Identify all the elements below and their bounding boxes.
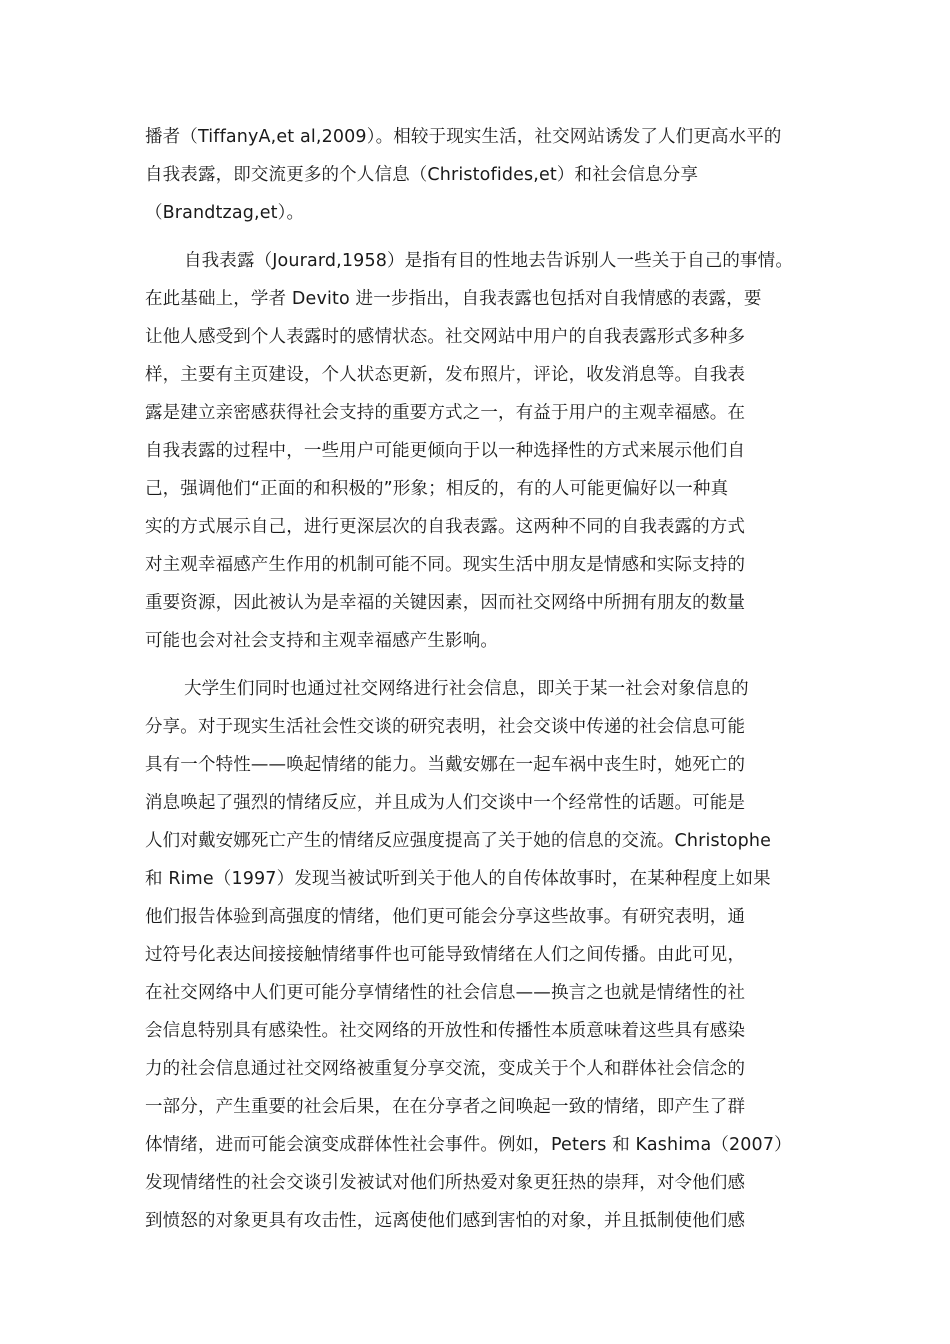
paragraph-3-line-12: 一部分，产生重要的社会后果，在在分享者之间唤起一致的情绪，即产生了群: [145, 1097, 746, 1117]
paragraph-1-line-3: （Brandtzag,et）。: [145, 203, 305, 223]
paragraph-3-line-13: 体情绪，进而可能会演变成群体性社会事件。例如，Peters 和 Kashima（2007）: [145, 1135, 792, 1155]
paragraph-2-line-2: 在此基础上，学者 Devito 进一步指出，自我表露也包括对自我情感的表露，要: [145, 289, 762, 309]
paragraph-2-line-5: 露是建立亲密感获得社会支持的重要方式之一，有益于用户的主观幸福感。在: [145, 403, 746, 423]
paragraph-3-line-7: 他们报告体验到高强度的情绪，他们更可能会分享这些故事。有研究表明，通: [145, 907, 746, 927]
paragraph-2-line-8: 实的方式展示自己，进行更深层次的自我表露。这两种不同的自我表露的方式: [145, 517, 746, 537]
paragraph-2-line-1: 自我表露（Jourard,1958）是指有目的性地去告诉别人一些关于自己的事情。: [184, 251, 793, 271]
paragraph-3-line-6: 和 Rime（1997）发现当被试听到关于他人的自传体故事时，在某种程度上如果: [145, 869, 771, 889]
paragraph-3-line-8: 过符号化表达间接接触情绪事件也可能导致情绪在人们之间传播。由此可见，: [145, 945, 746, 965]
paragraph-3-line-11: 力的社会信息通过社交网络被重复分享交流，变成关于个人和群体社会信念的: [145, 1059, 746, 1079]
paragraph-3-line-14: 发现情绪性的社会交谈引发被试对他们所热爱对象更狂热的崇拜，对令他们感: [145, 1173, 746, 1193]
paragraph-2-line-9: 对主观幸福感产生作用的机制可能不同。现实生活中朋友是情感和实际支持的: [145, 555, 746, 575]
paragraph-2-line-10: 重要资源，因此被认为是幸福的关键因素，因而社交网络中所拥有朋友的数量: [145, 593, 746, 613]
paragraph-2-line-4: 样，主要有主页建设，个人状态更新，发布照片，评论，收发消息等。自我表: [145, 365, 746, 385]
paragraph-3-line-15: 到愤怒的对象更具有攻击性，远离使他们感到害怕的对象，并且抵制使他们感: [145, 1211, 746, 1231]
paragraph-2-line-7: 己，强调他们“正面的和积极的”形象；相反的，有的人可能更偏好以一种真: [145, 479, 729, 499]
paragraph-3-line-10: 会信息特别具有感染性。社交网络的开放性和传播性本质意味着这些具有感染: [145, 1021, 746, 1041]
paragraph-3-line-2: 分享。对于现实生活社会性交谈的研究表明，社会交谈中传递的社会信息可能: [145, 717, 746, 737]
paragraph-3-line-4: 消息唤起了强烈的情绪反应，并且成为人们交谈中一个经常性的话题。可能是: [145, 793, 746, 813]
paragraph-2-line-11: 可能也会对社会支持和主观幸福感产生影响。: [145, 631, 498, 651]
paragraph-3-line-9: 在社交网络中人们更可能分享情绪性的社会信息——换言之也就是情绪性的社: [145, 983, 746, 1003]
paragraph-2-line-6: 自我表露的过程中，一些用户可能更倾向于以一种选择性的方式来展示他们自: [145, 441, 746, 461]
paragraph-1-line-2: 自我表露，即交流更多的个人信息（Christofides,et）和社会信息分享: [145, 165, 699, 185]
paragraph-3-line-1: 大学生们同时也通过社交网络进行社会信息，即关于某一社会对象信息的: [184, 679, 749, 699]
paragraph-3-line-3: 具有一个特性——唤起情绪的能力。当戴安娜在一起车祸中丧生时，她死亡的: [145, 755, 746, 775]
paragraph-3-line-5: 人们对戴安娜死亡产生的情绪反应强度提高了关于她的信息的交流。Christophe: [145, 831, 772, 851]
paragraph-1-line-1: 播者（TiffanyA,et al,2009）。相较于现实生活，社交网站诱发了人们更高水平的: [145, 127, 782, 147]
paragraph-2-line-3: 让他人感受到个人表露时的感情状态。社交网站中用户的自我表露形式多种多: [145, 327, 746, 347]
